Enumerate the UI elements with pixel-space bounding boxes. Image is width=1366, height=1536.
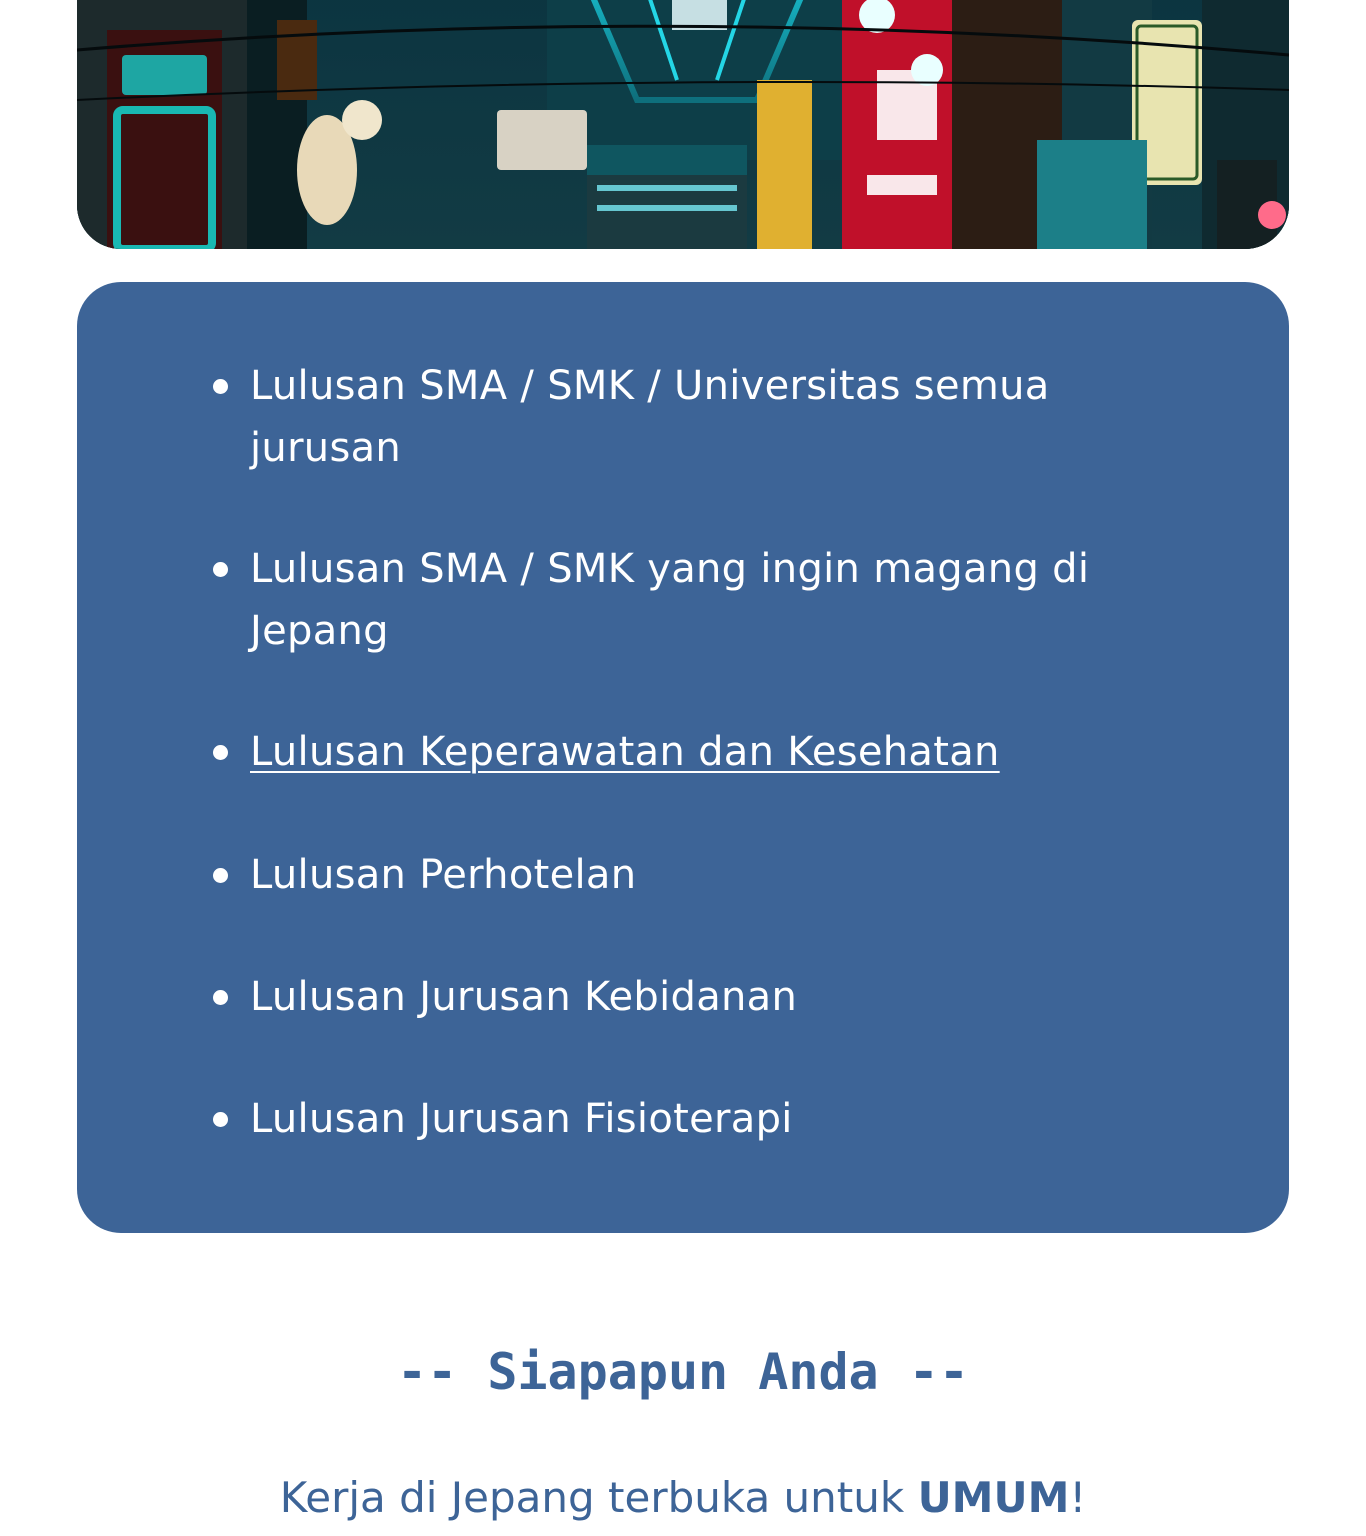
list-item-label: Lulusan Jurusan Fisioterapi bbox=[250, 1096, 793, 1142]
requirements-card bbox=[77, 282, 1289, 1233]
subline-prefix: Kerja di Jepang terbuka untuk bbox=[279, 1473, 918, 1522]
tagline-heading: -- Siapapun Anda -- bbox=[397, 1343, 969, 1401]
list-item bbox=[250, 355, 1130, 479]
bullet-icon bbox=[213, 745, 228, 760]
bullet-icon bbox=[213, 562, 228, 577]
list-item bbox=[250, 721, 1130, 783]
hero-image bbox=[77, 0, 1289, 249]
list-item-label: Lulusan SMA / SMK / Universitas semua jurusan bbox=[250, 363, 1050, 471]
list-item-label: Lulusan Jurusan Kebidanan bbox=[250, 974, 798, 1020]
list-item bbox=[250, 966, 1130, 1028]
list-item bbox=[250, 538, 1130, 662]
list-item-label: Lulusan SMA / SMK yang ingin magang di Jepang bbox=[250, 546, 1090, 654]
list-item bbox=[250, 844, 1130, 906]
subline-emphasis: UMUM bbox=[917, 1473, 1070, 1522]
bullet-icon bbox=[213, 1112, 228, 1127]
list-item-label: Lulusan Perhotelan bbox=[250, 852, 637, 898]
bullet-icon bbox=[213, 379, 228, 394]
japan-street-neon-image bbox=[77, 0, 1289, 249]
list-item-label: Lulusan Keperawatan dan Kesehatan bbox=[250, 729, 1000, 775]
bullet-icon bbox=[213, 990, 228, 1005]
subline-suffix: ! bbox=[1069, 1473, 1087, 1522]
open-to-public-heading bbox=[0, 1466, 1366, 1530]
list-item bbox=[250, 1088, 1130, 1150]
bullet-icon bbox=[213, 868, 228, 883]
